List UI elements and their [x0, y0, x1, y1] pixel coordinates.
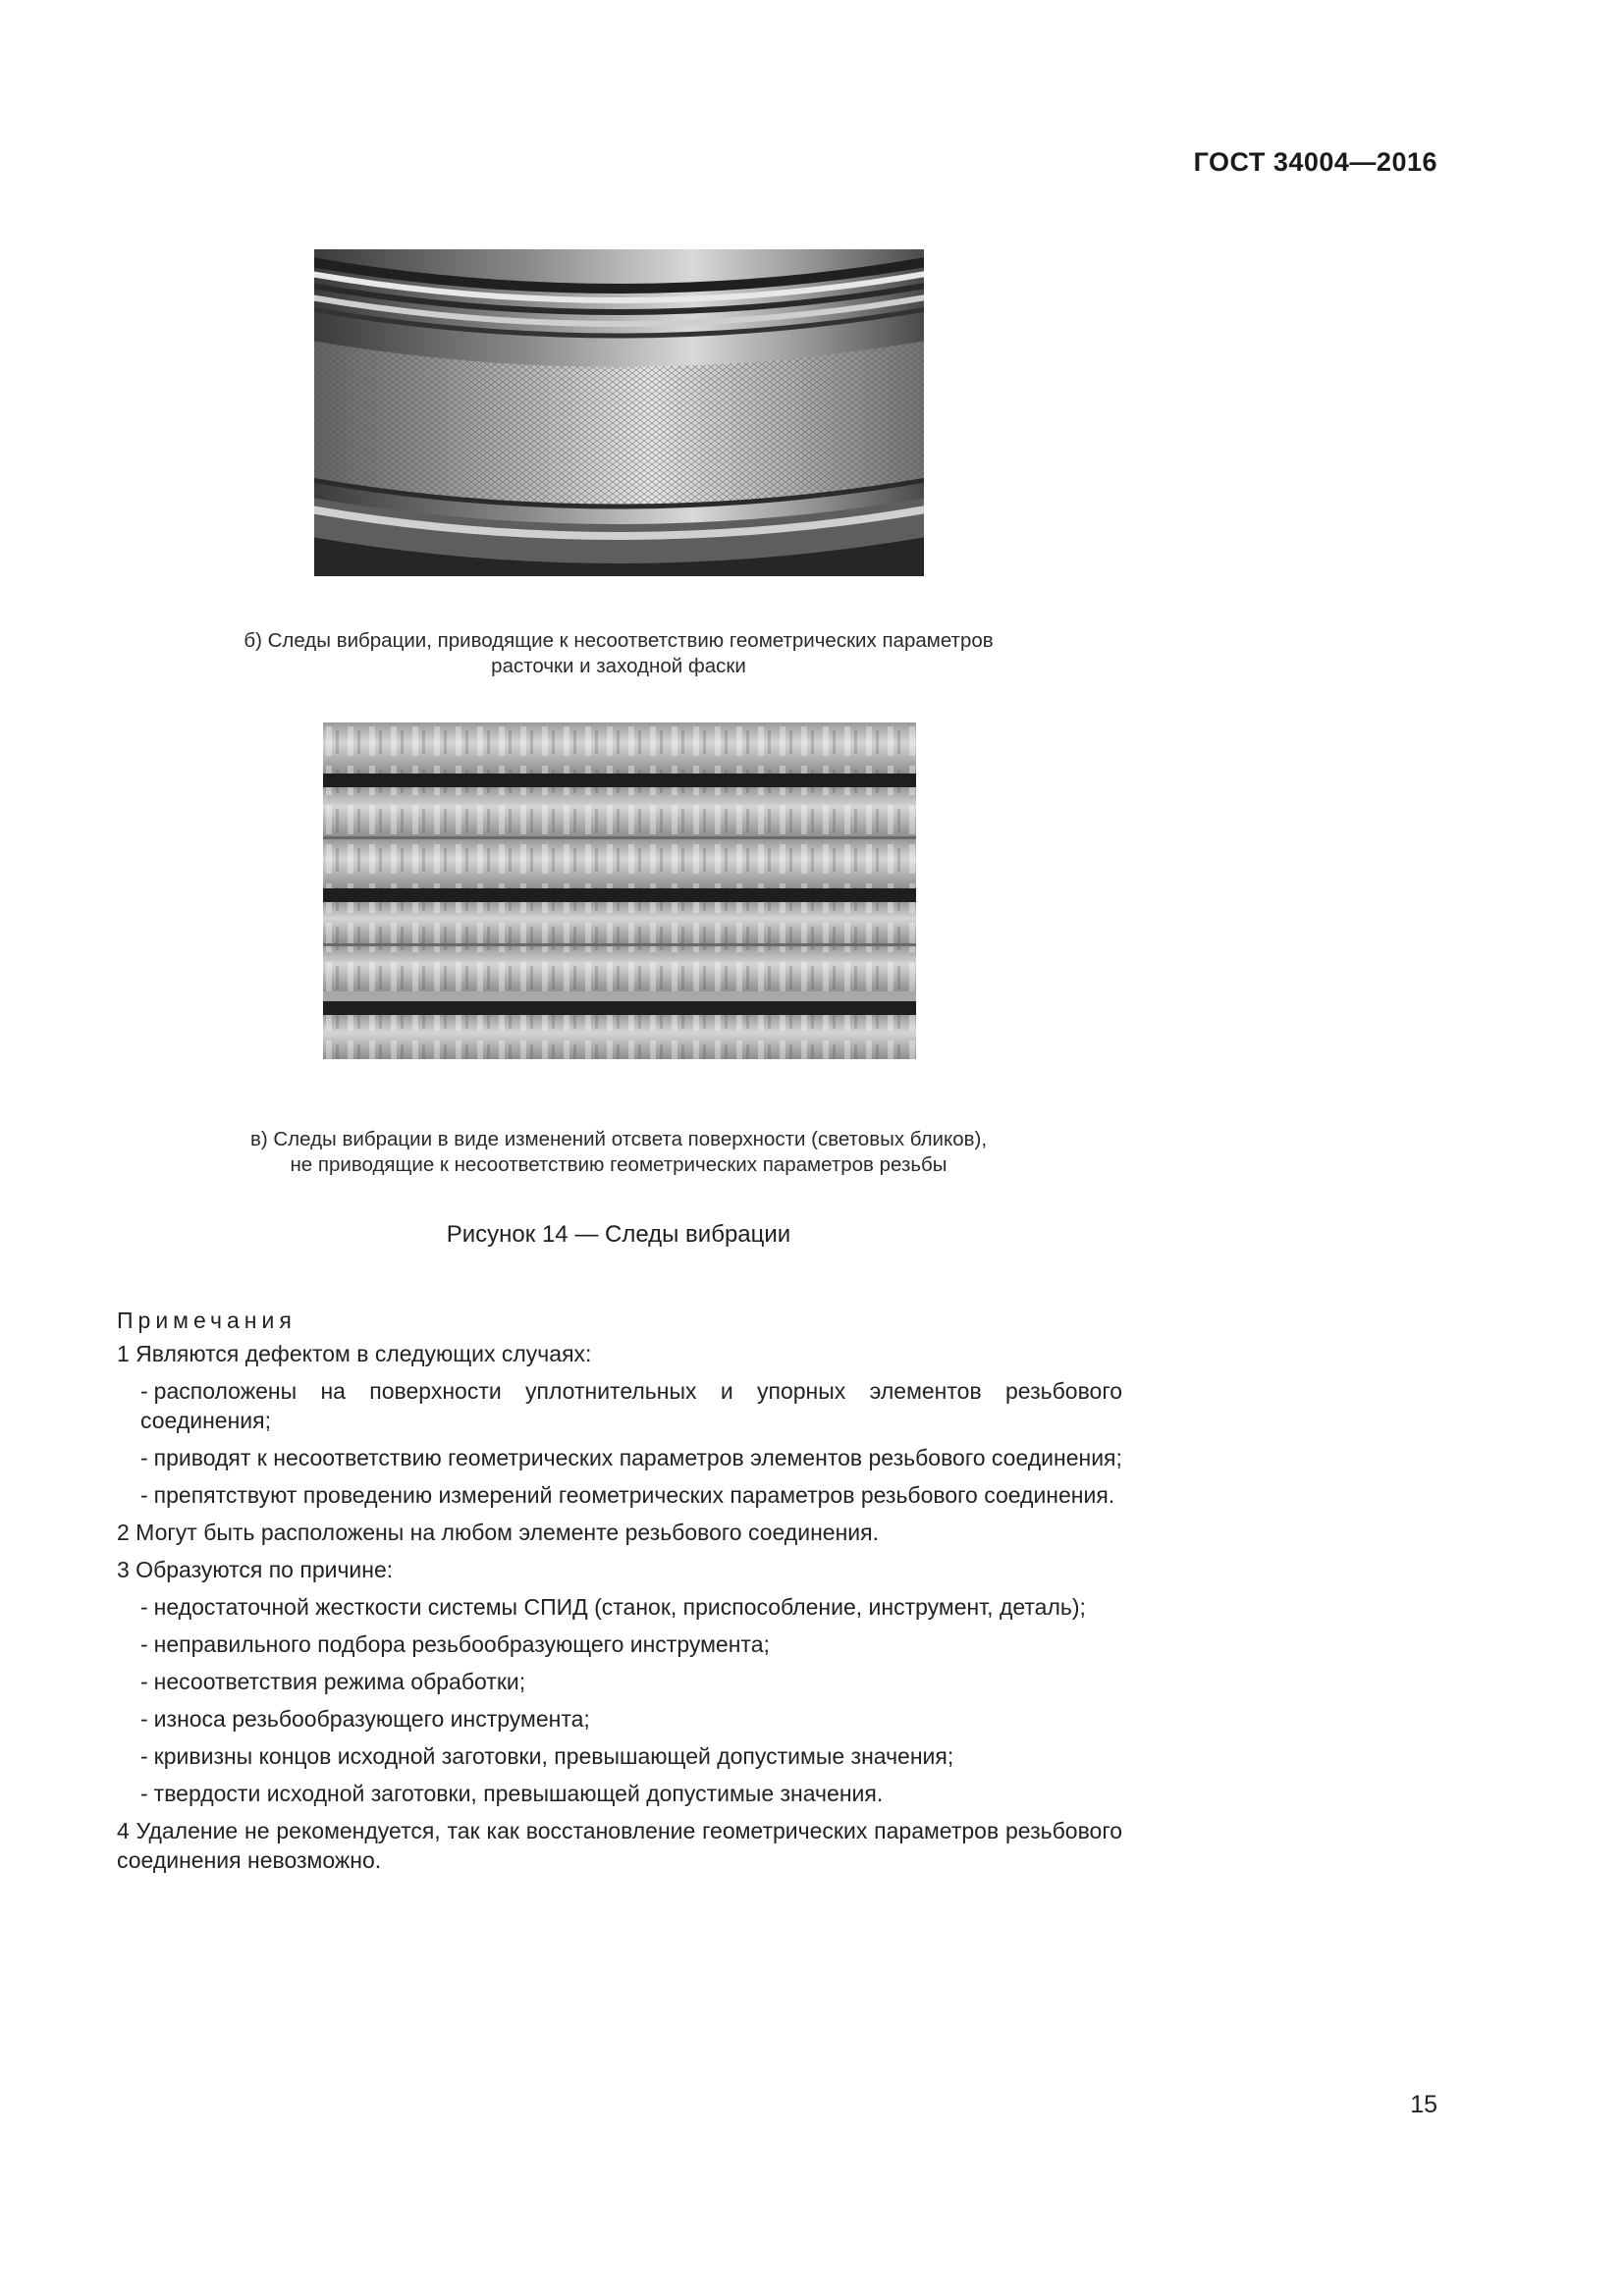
caption-b-line1: б) Следы вибрации, приводящие к несоответствию геометрических параметров — [244, 629, 994, 652]
vibration-marks-photo-b — [314, 249, 924, 576]
list-item: - износа резьбообразующего инструмента; — [140, 1706, 590, 1732]
note-2: 2 Могут быть расположены на любом элементе резьбового соединения. — [117, 1520, 879, 1545]
figure-caption-v — [177, 1127, 1060, 1178]
list-item: - приводят к несоответствию геометрических параметров элементов резьбового соединения; — [140, 1445, 1122, 1470]
caption-v-line1: в) Следы вибрации в виде изменений отсвета поверхности (световых бликов), — [249, 1128, 988, 1150]
list-item: - твердости исходной заготовки, превышающей допустимые значения. — [140, 1781, 884, 1806]
page-number: 15 — [1410, 2091, 1437, 2118]
note-3: 3 Образуются по причине: — [117, 1557, 394, 1582]
list-item: - недостаточной жесткости системы СПИД (станок, приспособление, инструмент, деталь); — [140, 1594, 1086, 1620]
notes-heading: Примечания — [117, 1308, 297, 1333]
caption-v-line2: не приводящие к несоответствию геометрических параметров резьбы — [290, 1153, 947, 1176]
list-item: - препятствуют проведению измерений геометрических параметров резьбового соединения. — [140, 1482, 1115, 1508]
list-item: - кривизны концов исходной заготовки, превышающей допустимые значения; — [140, 1743, 954, 1769]
figure-caption-b — [177, 628, 1060, 679]
document-header: ГОСТ 34004—2016 — [1193, 147, 1437, 177]
figure-title: Рисунок 14 — Следы вибрации — [446, 1221, 791, 1248]
caption-b-line2: расточки и заходной фаски — [491, 655, 746, 677]
note-3-list — [117, 1592, 1122, 1808]
note-1: 1 Являются дефектом в следующих случаях: — [117, 1341, 592, 1366]
note-1-list — [117, 1376, 1122, 1510]
list-item: - несоответствия режима обработки; — [140, 1669, 526, 1694]
list-item: - расположены на поверхности уплотнительных и упорных элементов резьбового соединения; — [140, 1378, 1122, 1433]
photo-b-image — [314, 249, 924, 576]
notes-section — [117, 1306, 1122, 1883]
vibration-marks-photo-v — [323, 722, 916, 1059]
list-item: - неправильного подбора резьбообразующего инструмента; — [140, 1631, 770, 1657]
photo-v-image — [323, 722, 916, 1059]
note-4: 4 Удаление не рекомендуется, так как восстановление геометрических параметров резьбового соединения невозможно. — [117, 1818, 1122, 1873]
